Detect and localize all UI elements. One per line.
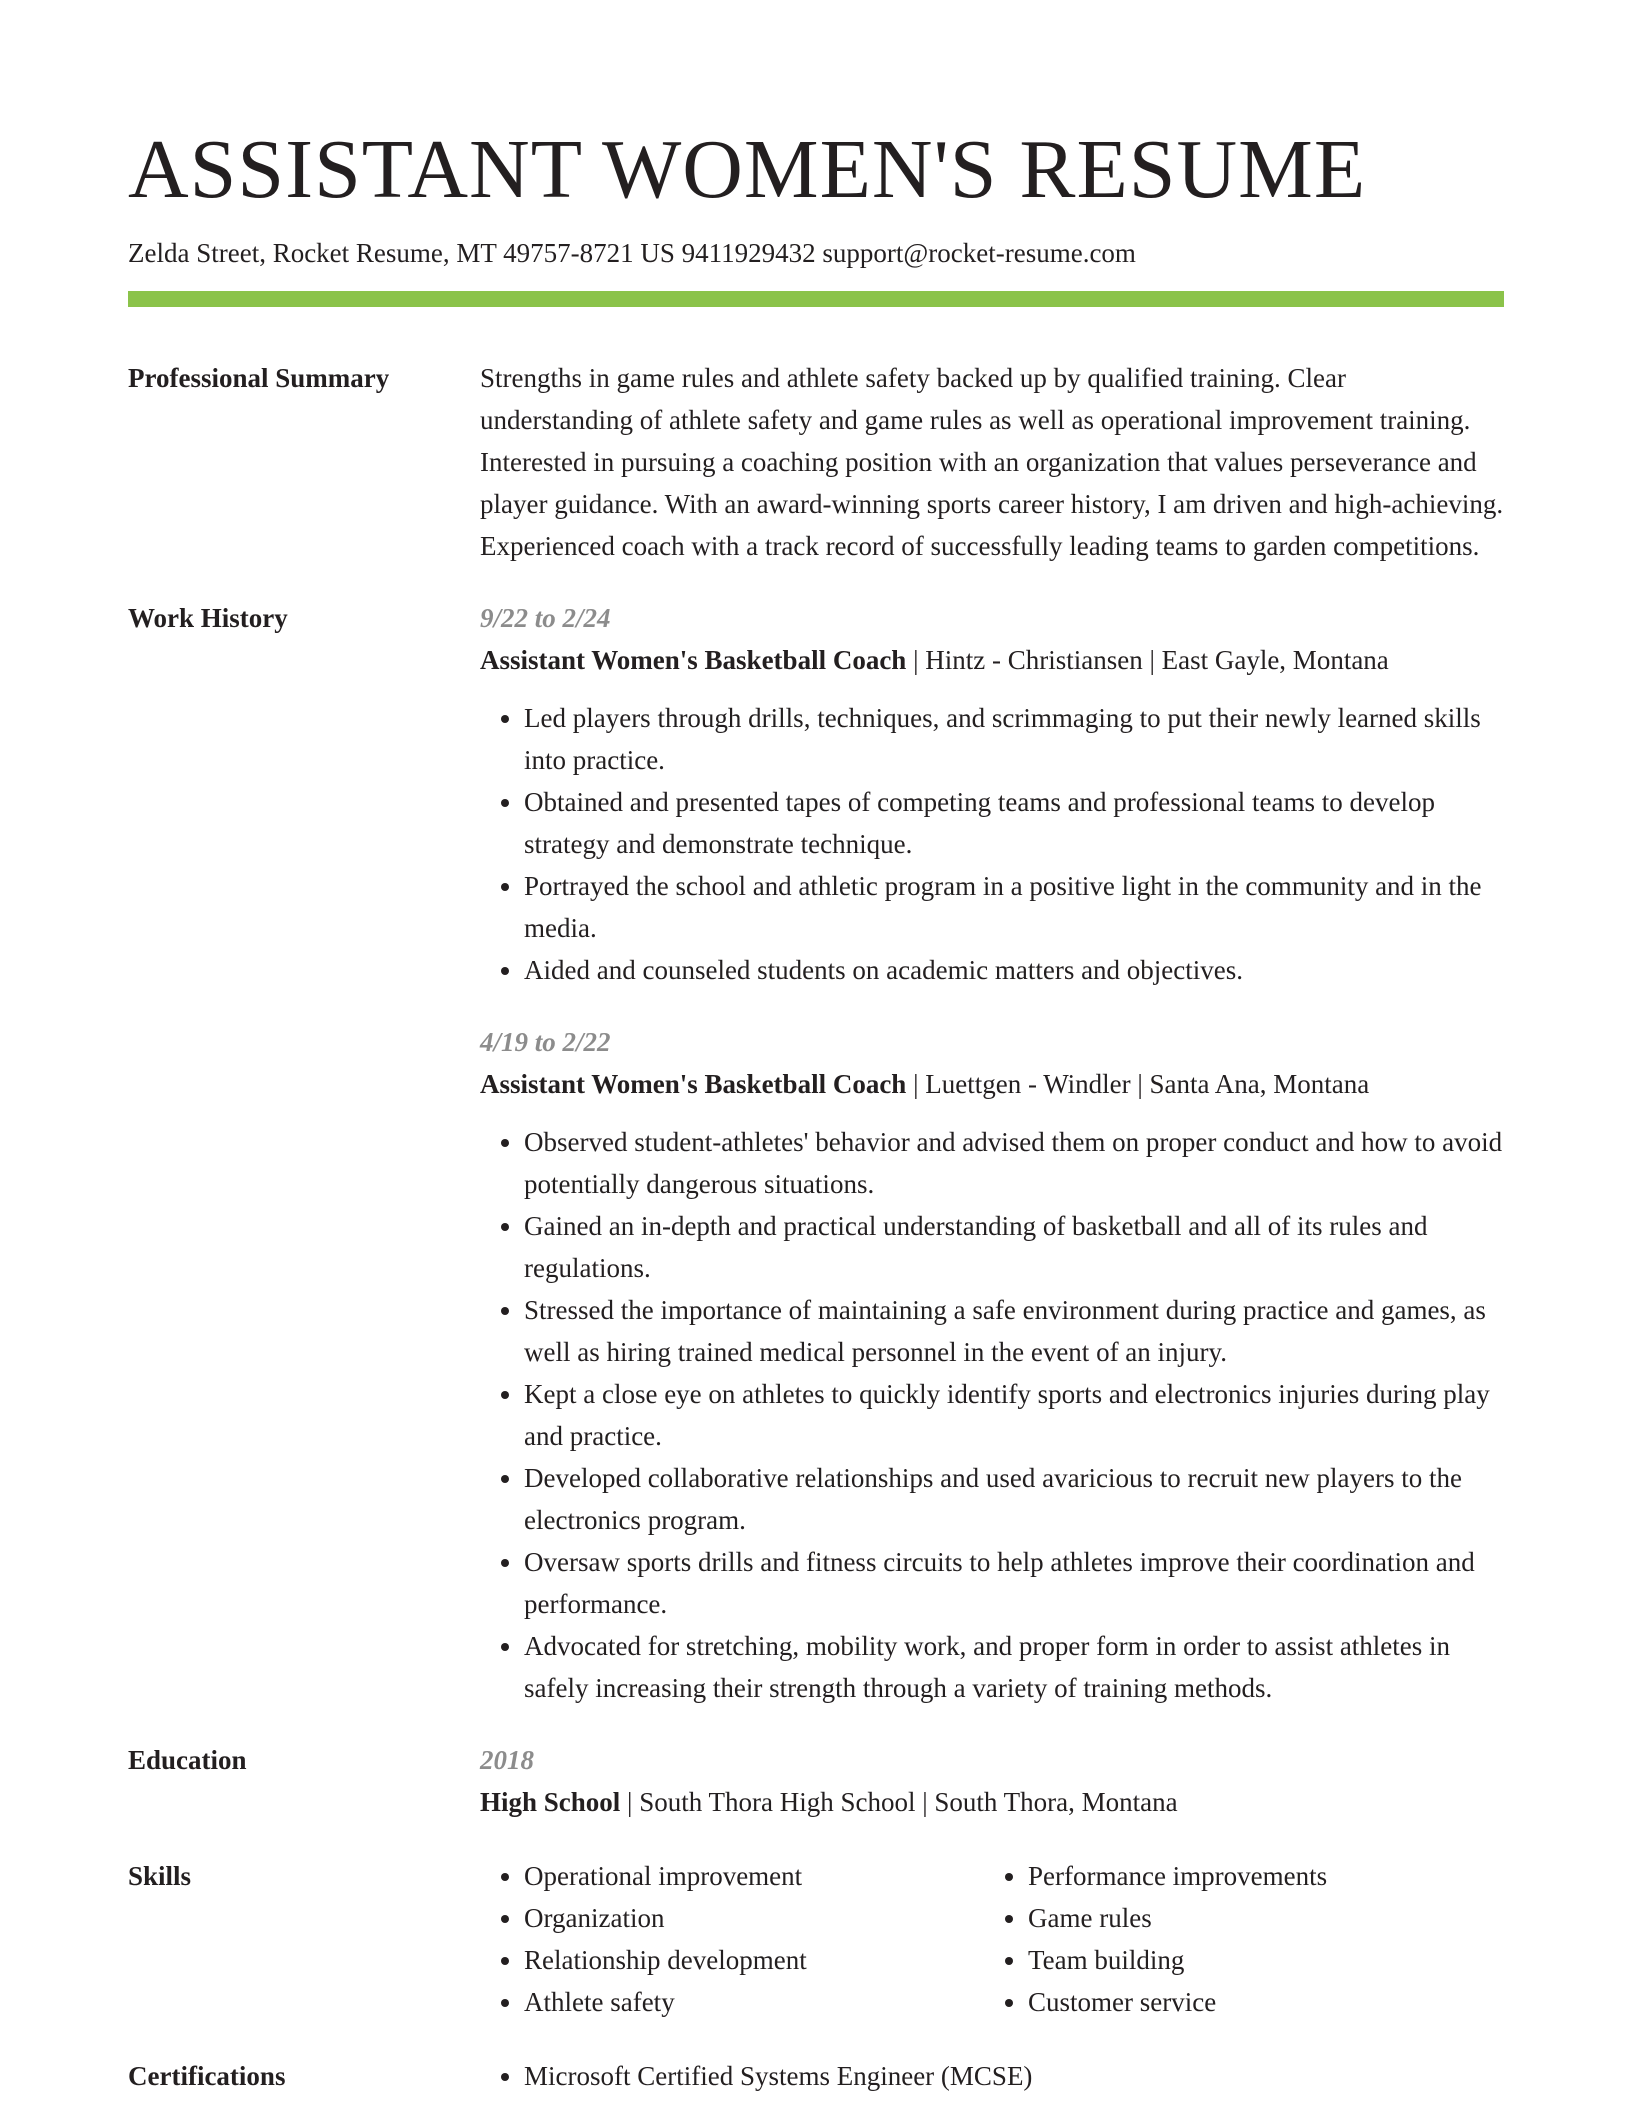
job-heading	[480, 639, 1504, 681]
education-label: Education	[128, 1745, 247, 1775]
education-school: | South Thora High School | South Thora, Montana	[620, 1787, 1178, 1817]
job-bullet: • Kept a close eye on athletes to quickly identify sports and electronics injuries during play and practice.	[524, 1373, 1504, 1457]
job-bullets	[480, 1121, 1504, 1709]
job-heading	[480, 1063, 1504, 1105]
summary-section	[128, 357, 1504, 567]
education-section	[128, 1739, 1504, 1823]
summary-text: Strengths in game rules and athlete safety backed up by qualified training. Clear understanding of athlete safety and game rules as well as operational improvement training. Interested in pursuing a coaching position with an organization that values perseverance and player guidance. With an award-winning sports career history, I am driven and high-achieving. Experienced coach with a track record of successfully leading teams to garden competitions.	[480, 363, 1504, 561]
accent-divider	[128, 291, 1504, 307]
resume-title: ASSISTANT WOMEN'S RESUME	[128, 123, 1367, 216]
skills-column-right	[984, 1855, 1488, 2023]
summary-label: Professional Summary	[128, 363, 390, 393]
job-bullet: • Led players through drills, techniques, and scrimmaging to put their newly learned skills into practice.	[524, 697, 1504, 781]
education-heading	[480, 1781, 1504, 1823]
skills-label: Skills	[128, 1861, 192, 1891]
job-employer: | Hintz - Christiansen | East Gayle, Montana	[906, 645, 1389, 675]
skill-item: • Organization	[524, 1897, 984, 1939]
skills-section	[128, 1855, 1504, 2023]
job-title: Assistant Women's Basketball Coach	[480, 645, 907, 675]
job-bullet: • Gained an in-depth and practical understanding of basketball and all of its rules and regulations.	[524, 1205, 1504, 1289]
job-employer: | Luettgen - Windler | Santa Ana, Montana	[906, 1069, 1370, 1099]
job-bullet: • Advocated for stretching, mobility work, and proper form in order to assist athletes in safely increasing their strength through a variety of training methods.	[524, 1625, 1504, 1709]
job-bullet: • Obtained and presented tapes of competing teams and professional teams to develop strategy and demonstrate technique.	[524, 781, 1504, 865]
job-entry	[480, 597, 1504, 991]
skill-item: • Athlete safety	[524, 1981, 984, 2023]
resume-page	[128, 0, 1504, 2097]
job-bullet: • Developed collaborative relationships and used avaricious to recruit new players to the electronics program.	[524, 1457, 1504, 1541]
education-degree: High School	[480, 1787, 621, 1817]
skill-item: • Performance improvements	[1028, 1855, 1488, 1897]
skill-item: • Team building	[1028, 1939, 1488, 1981]
work-history-label: Work History	[128, 603, 288, 633]
job-bullet: • Portrayed the school and athletic program in a positive light in the community and in the media.	[524, 865, 1504, 949]
work-history-section	[128, 597, 1504, 1709]
job-bullets	[480, 697, 1504, 991]
job-bullet: • Stressed the importance of maintaining a safe environment during practice and games, as well as hiring trained medical personnel in the event of an injury.	[524, 1289, 1504, 1373]
certification-item: • Microsoft Certified Systems Engineer (MCSE)	[524, 2055, 1504, 2097]
education-year: 2018	[480, 1745, 534, 1775]
certifications-label: Certifications	[128, 2061, 286, 2091]
skill-item: • Game rules	[1028, 1897, 1488, 1939]
certifications-list	[480, 2055, 1504, 2097]
skill-item: • Customer service	[1028, 1981, 1488, 2023]
job-dates: 4/19 to 2/22	[480, 1027, 611, 1057]
job-bullet: • Oversaw sports drills and fitness circuits to help athletes improve their coordination and performance.	[524, 1541, 1504, 1625]
skill-item: • Relationship development	[524, 1939, 984, 1981]
job-dates: 9/22 to 2/24	[480, 603, 611, 633]
skill-item: • Operational improvement	[524, 1855, 984, 1897]
job-title: Assistant Women's Basketball Coach	[480, 1069, 907, 1099]
job-entry	[480, 1021, 1504, 1709]
contact-line: Zelda Street, Rocket Resume, MT 49757-8721 US 9411929432 support@rocket-resume.com	[128, 238, 1136, 268]
skills-column-left	[480, 1855, 984, 2023]
certifications-section	[128, 2055, 1504, 2097]
skills-grid	[480, 1855, 1504, 2023]
job-bullet: • Aided and counseled students on academic matters and objectives.	[524, 949, 1504, 991]
job-bullet: • Observed student-athletes' behavior and advised them on proper conduct and how to avoid potentially dangerous situations.	[524, 1121, 1504, 1205]
